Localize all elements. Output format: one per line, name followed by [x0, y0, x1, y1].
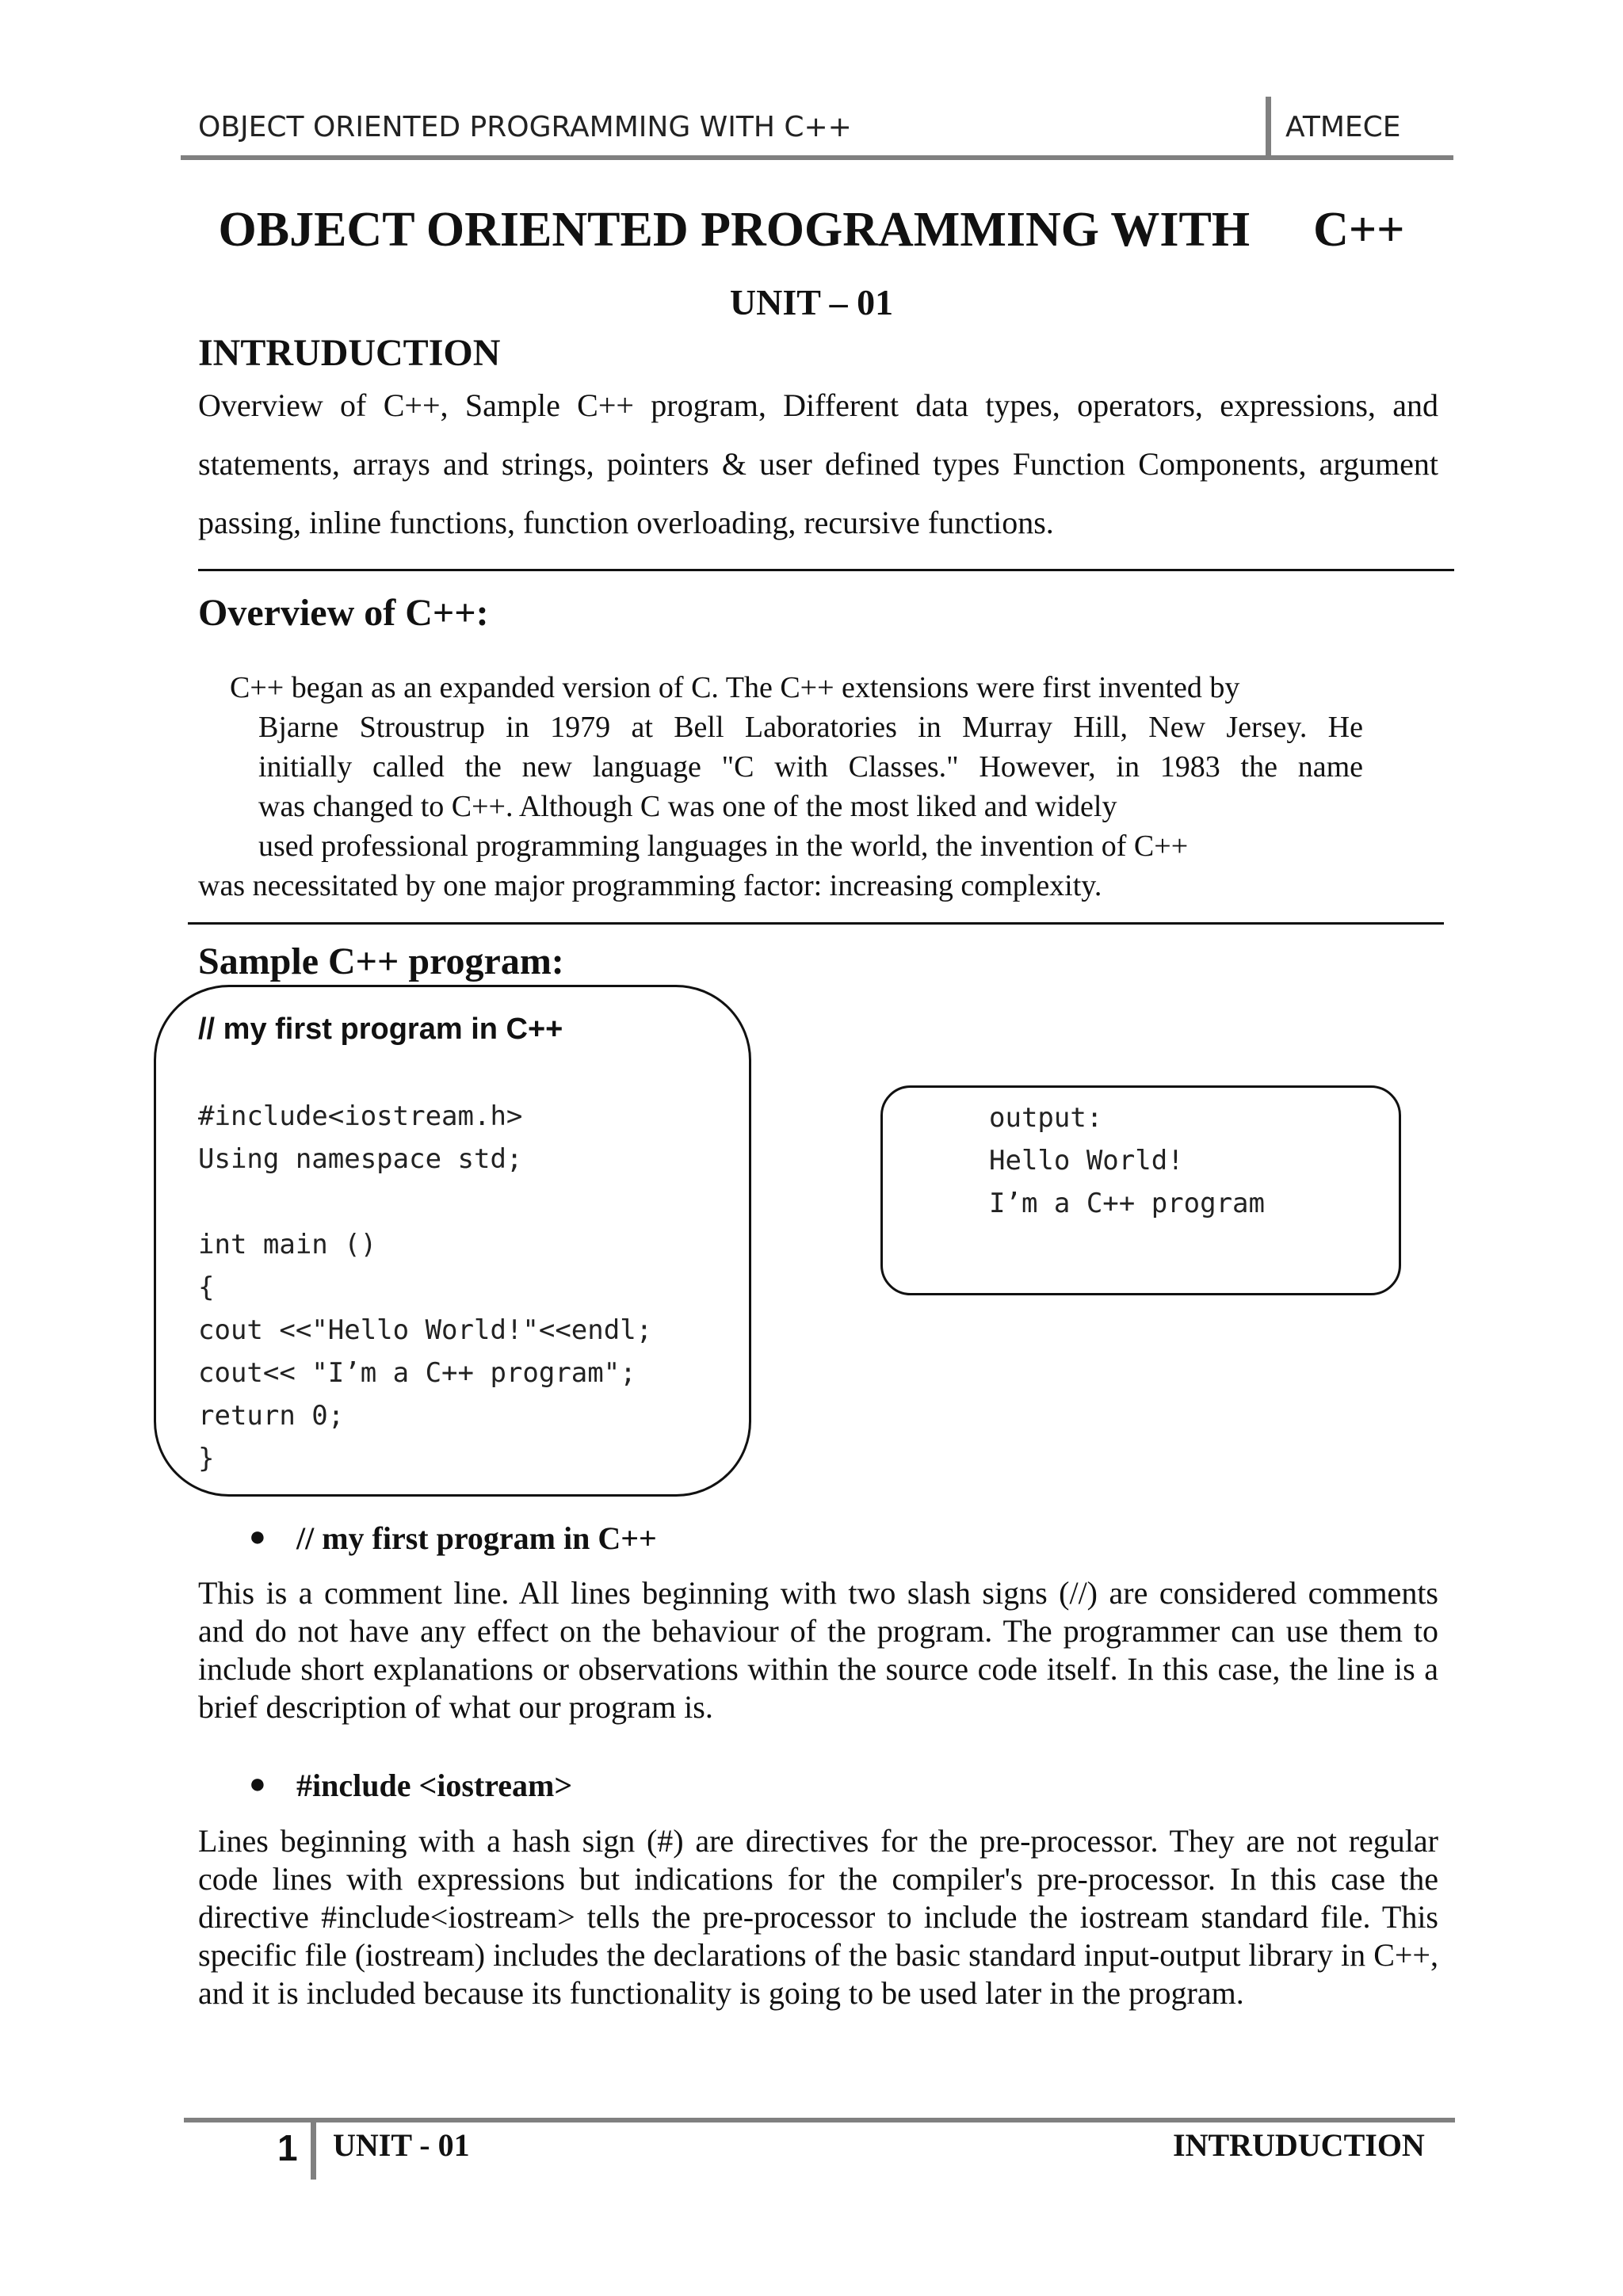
header-rule — [181, 155, 1453, 160]
overview-line: C++ began as an expanded version of C. The C++ extensions were first invented by — [230, 671, 1240, 704]
document-title — [0, 202, 1623, 258]
bullet-heading-text: #include <iostream> — [296, 1768, 573, 1803]
page-number: 1 — [277, 2127, 298, 2168]
overview-paragraph — [198, 668, 1363, 906]
section-divider — [188, 922, 1444, 925]
code-line: } — [198, 1443, 215, 1474]
overview-line: used professional programming languages in the world, the invention of C++ — [258, 830, 1189, 863]
output-line: output: — [989, 1102, 1103, 1134]
overview-line: Bjarne Stroustrup in 1979 at Bell Laboratories in Murray Hill, New Jersey. He — [258, 711, 1363, 744]
bullet-heading — [249, 1520, 657, 1557]
overview-line: was changed to C++. Although C was one of the most liked and widely — [258, 790, 1117, 823]
bullet-icon: ● — [249, 1768, 266, 1799]
section-divider — [198, 569, 1454, 571]
code-line: Using namespace std; — [198, 1143, 523, 1175]
code-line: cout <<"Hello World!"<<endl; — [198, 1314, 653, 1346]
overview-line: initially called the new language "C with Classes." However, in 1983 the name — [258, 750, 1363, 784]
footer-unit: UNIT - 01 — [333, 2127, 470, 2163]
output-line: Hello World! — [989, 1145, 1184, 1177]
bullet-icon: ● — [249, 1520, 266, 1552]
sample-program-heading: Sample C++ program: — [198, 940, 564, 982]
footer-divider — [311, 2118, 316, 2180]
code-line: #include<iostream.h> — [198, 1100, 523, 1132]
document-title-lang: C++ — [1313, 203, 1405, 257]
bullet-heading — [249, 1767, 573, 1804]
running-header-institution: ATMECE — [1285, 111, 1401, 143]
code-comment-title: // my first program in C++ — [198, 1013, 563, 1046]
header-divider — [1266, 97, 1271, 158]
program-output — [989, 1097, 1265, 1225]
document-title-main: OBJECT ORIENTED PROGRAMMING WITH — [218, 203, 1251, 257]
explanation-paragraph: Lines beginning with a hash sign (#) are directives for the pre-processor. They are not regular code lines with expressions but indications for the compiler's pre-processor. In this case the directive #include<iostream> tells the pre-processor to include the iostream standard file. This specific file (iostream) includes the declarations of the basic standard input-output library in C++, and it is included because its functionality is going to be used later in the program. — [198, 1823, 1438, 2011]
running-header-title: OBJECT ORIENTED PROGRAMMING WITH C++ — [198, 111, 852, 143]
intro-paragraph: Overview of C++, Sample C++ program, Different data types, operators, expressions, and statements, arrays and strings, pointers & user defined types Function Components, argument passing, inline functions, function overloading, recursive functions. — [198, 387, 1438, 540]
explanation-paragraph: This is a comment line. All lines beginning with two slash signs (//) are considered comments and do not have any effect on the behaviour of the program. The programmer can use them to include short explanations or observations within the source code itself. In this case, the line is a brief description of what our program is. — [198, 1575, 1438, 1725]
intro-heading: INTRUDUCTION — [198, 332, 501, 374]
code-line — [198, 1180, 652, 1223]
code-line: int main () — [198, 1229, 377, 1261]
footer-rule — [184, 2118, 1455, 2122]
output-line: I’m a C++ program — [989, 1188, 1265, 1219]
overview-heading: Overview of C++: — [198, 592, 489, 634]
code-listing — [198, 1095, 652, 1480]
code-line: cout<< "I’m a C++ program"; — [198, 1357, 636, 1389]
code-line: { — [198, 1272, 215, 1303]
overview-line: was necessitated by one major programming factor: increasing complexity. — [198, 869, 1102, 902]
bullet-heading-text: // my first program in C++ — [296, 1520, 657, 1556]
unit-title: UNIT – 01 — [729, 282, 894, 322]
code-line: return 0; — [198, 1400, 345, 1432]
footer-section: INTRUDUCTION — [1173, 2127, 1425, 2163]
